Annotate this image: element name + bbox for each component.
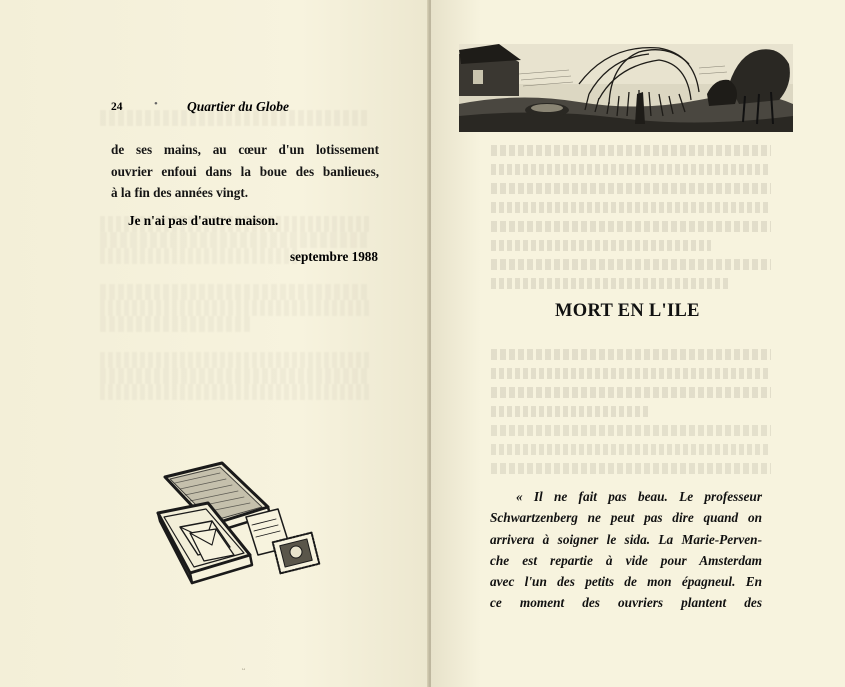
chapter-title: MORT EN L'ILE	[555, 301, 700, 321]
text-line: arrivera à soigner le sida. La Marie-Perven-	[490, 531, 762, 547]
running-head-dot: •	[154, 98, 158, 110]
page-number: 24	[111, 101, 123, 113]
text-line: che est repartie à vide pour Amsterdam	[490, 552, 762, 568]
running-head-title: Quartier du Globe	[187, 99, 290, 114]
box-letters-illustration-icon	[150, 455, 335, 590]
right-page	[431, 0, 845, 687]
epigraph-quote	[490, 486, 762, 614]
pencil-mark: ᵕ	[242, 664, 246, 676]
text-line: ce moment des ouvriers plantent des	[490, 595, 762, 611]
paragraph-1	[111, 139, 379, 204]
date-signature: septembre 1988	[289, 249, 378, 264]
paragraph-2: Je n'ai pas d'autre maison.	[128, 213, 279, 228]
willow-landscape-illustration-icon	[459, 44, 793, 132]
text-line: avec l'un des petits de mon épagneul. En	[490, 574, 762, 590]
text-line: Schwartzenberg ne peut pas dire quand on	[490, 510, 762, 526]
text-line: ouvrier enfoui dans la boue des banlieues,	[111, 163, 379, 179]
text-line: à la fin des années vingt.	[111, 185, 249, 200]
running-head	[111, 99, 381, 117]
text-line: de ses mains, au cœur d'un lotissement	[111, 142, 379, 157]
text-line: « Il ne fait pas beau. Le professeur	[516, 489, 762, 504]
